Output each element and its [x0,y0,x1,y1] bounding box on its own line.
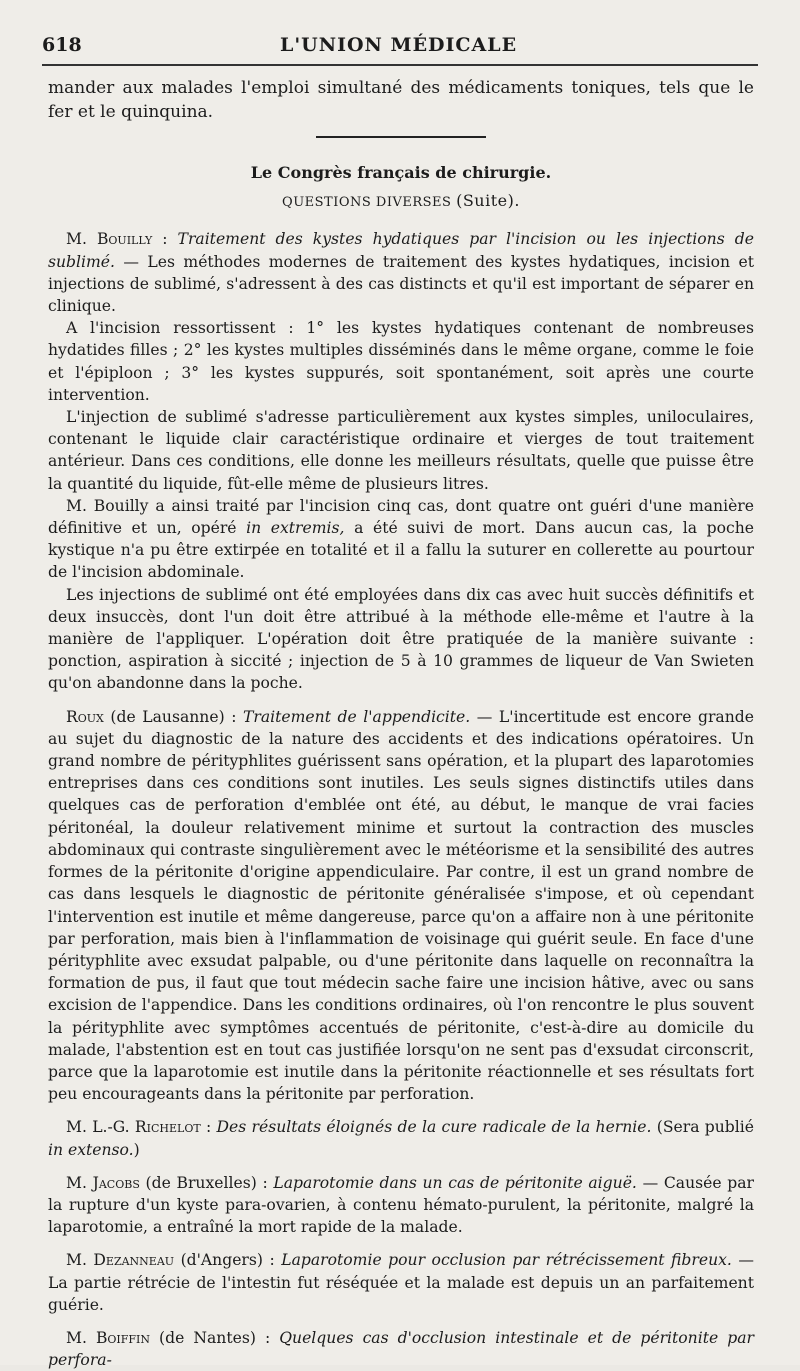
jacobs-speaker: M. Jacobs [66,1173,140,1192]
spacer [48,1161,754,1172]
jacobs-text: — Causée par la rupture d'un kyste para-ovarien, à contenu hémato-purulent, la péritonite, malgré la laparotomie, a entraîné la mort rapide de la malade. [48,1173,754,1237]
jacobs-place: (de Bruxelles) : [145,1173,268,1192]
spacer [48,1238,754,1249]
richelot-note-start: (Sera publié [651,1118,754,1137]
roux-speaker: Roux [66,707,104,726]
running-title: L'UNION MÉDICALE [280,34,518,56]
bouilly-paragraph-5: Les injections de sublimé ont été employées dans dix cas avec huit succès définitifs et deux insuccès, dont l'un doit être attribué à la méthode elle-même et l'autre à la manière de l'appliquer. L'opération doit être pratiquée de la manière suivante : ponction, aspiration à siccité ; injection de 5 à 10 grammes de liqueur de Van Swieten qu'on abandonne dans la poche. [48,585,754,693]
spacer [48,695,754,706]
section-divider [316,136,486,138]
richelot-paragraph [48,1116,754,1160]
bouilly-paragraph-1: M. Bouilly : Traitement des kystes hydatiques par l'incision ou les injections de sublimé. — Les méthodes modernes de traitement des kystes hydatiques, incision et injections de sublimé, s'adressent à des cas distincts et qu'il est important de séparer en clinique. [48,230,754,316]
bouilly-text-1: — Les méthodes modernes de traitement des kystes hydatiques, incision et injections de sublimé, s'adressent à des cas distincts et qu'il est important de séparer en clinique. [48,252,754,316]
dezanneau-place: (d'Angers) : [180,1251,275,1270]
bouilly-title: Traitement des kystes hydatiques par l'incision ou les injections de sublimé. [48,230,754,271]
bouilly-speaker: M. Bouilly [66,230,153,249]
article-body [48,76,754,1371]
roux-place: (de Lausanne) : [110,707,237,726]
jacobs-paragraph [48,1172,754,1239]
spacer [48,1316,754,1327]
intro-paragraph: mander aux malades l'emploi simultané des médicaments toniques, tels que le fer et le quinquina. [48,78,754,122]
subtitle-paren: (Suite). [456,191,520,211]
header-rule [42,64,758,66]
bouilly-p4-italic: in extremis, [246,519,345,538]
bouilly-paragraph-2: A l'incision ressortissent : 1° les kystes hydatiques contenant de nombreuses hydatides filles ; 2° les kystes multiples disséminés dans le même organe, comme le foie et l'épiploon ; 3° les kystes suppurés, soit spontanément, soit après une courte intervention. [48,319,754,404]
page-header [42,30,754,60]
jacobs-title: Laparotomie dans un cas de péritonite aiguë. [273,1173,637,1192]
roux-paragraph [48,706,754,1106]
richelot-speaker: M. L.-G. Richelot : [66,1118,212,1137]
dezanneau-title: Laparotomie pour occlusion par rétrécissement fibreux. [281,1251,732,1270]
section-subtitle [48,190,754,214]
bouilly-paragraph-3: L'injection de sublimé s'adresse particulièrement aux kystes simples, uniloculaires, contenant le liquide clair caractéristique ordinaire et vierges de tout traitement antérieur. Dans ces conditions, elle donne les meilleurs résultats, quelle que puisse être la quantité du liquide, fût-elle même de plusieurs litres. [48,408,754,493]
dezanneau-paragraph [48,1249,754,1316]
dezanneau-speaker: M. Dezanneau [66,1251,175,1270]
roux-title: Traitement de l'appendicite. [243,707,471,726]
spacer [48,1105,754,1116]
dezanneau-text: — La partie rétrécie de l'intestin fut réséquée et la malade est depuis un an parfaitement guérie. [48,1251,754,1314]
roux-text: — L'incertitude est encore grande au sujet du diagnostic de la nature des accidents et des indications opératoires. Un grand nombre de pérityphlites guérissent sans opération, et la plupart des laparotomies entreprises dans ces conditions sont inutiles. Les seuls signes distinctifs utiles dans quelques cas de perforation d'emblée ont été, au début, le manque de vrai facies péritonéal, la douleur relativement minime et surtout la contraction des muscles abdominaux qui contraste singulièrement avec le météorisme et la sensibilité des autres formes de la péritonite d'origine appendiculaire. Par contre, il est un grand nombre de cas dans lesquels le diagnostic de péritonite généralisée s'impose, et où cependant l'intervention est inutile et même dangereuse, parce qu'on a affaire non à une péritonite par perforation, mais bien à l'inflammation de voisinage qui guérit seule. En face d'une pérityphlite avec exsudat palpable, ou d'une péritonite dans laquelle on reconnaîtra la formation de pus, il faut que tout médecin sache faire une incision hâtive, avec ou sans excision de l'appendice. Dans les conditions ordinaires, où l'on rencontre le plus souvent la pérityphlite avec symptômes accentués de péritonite, c'est-à-dire au domicile du malade, l'abstention est en tout cas justifiée lorsqu'on ne sent pas d'exsudat circonscrit, parce que la laparotomie est inutile dans la péritonite réactionnelle et ses résultats fort peu encourageants dans la péritonite par perforation. [48,707,754,1104]
richelot-note-end: ) [133,1140,140,1159]
bouilly-p4-start: M. Bouilly a ainsi traité par l'incision cinq cas, dont quatre ont guéri d'une manière définitive et un, opéré [48,496,754,538]
richelot-title: Des résultats éloignés de la cure radicale de la hernie. [216,1118,652,1137]
boiffin-place: (de Nantes) : [159,1328,271,1347]
page-number: 618 [42,34,82,56]
richelot-note-italic: in extenso. [48,1140,134,1159]
bouilly-p4-end: a été suivi de mort. Dans aucun cas, la poche kystique n'a pu être extirpée en totalité et il a fallu la suturer en collerette au pourtour de l'incision abdominale. [48,519,754,582]
section-title: Le Congrès français de chirurgie. [250,163,552,182]
subtitle-caps: QUESTIONS DIVERSES [282,195,452,211]
boiffin-paragraph [48,1327,754,1371]
bouilly-paragraph-4 [48,495,754,584]
boiffin-speaker: M. Boiffin [66,1328,151,1347]
boiffin-title: Quelques cas d'occlusion intestinale et de péritonite par perfora- [48,1328,754,1370]
